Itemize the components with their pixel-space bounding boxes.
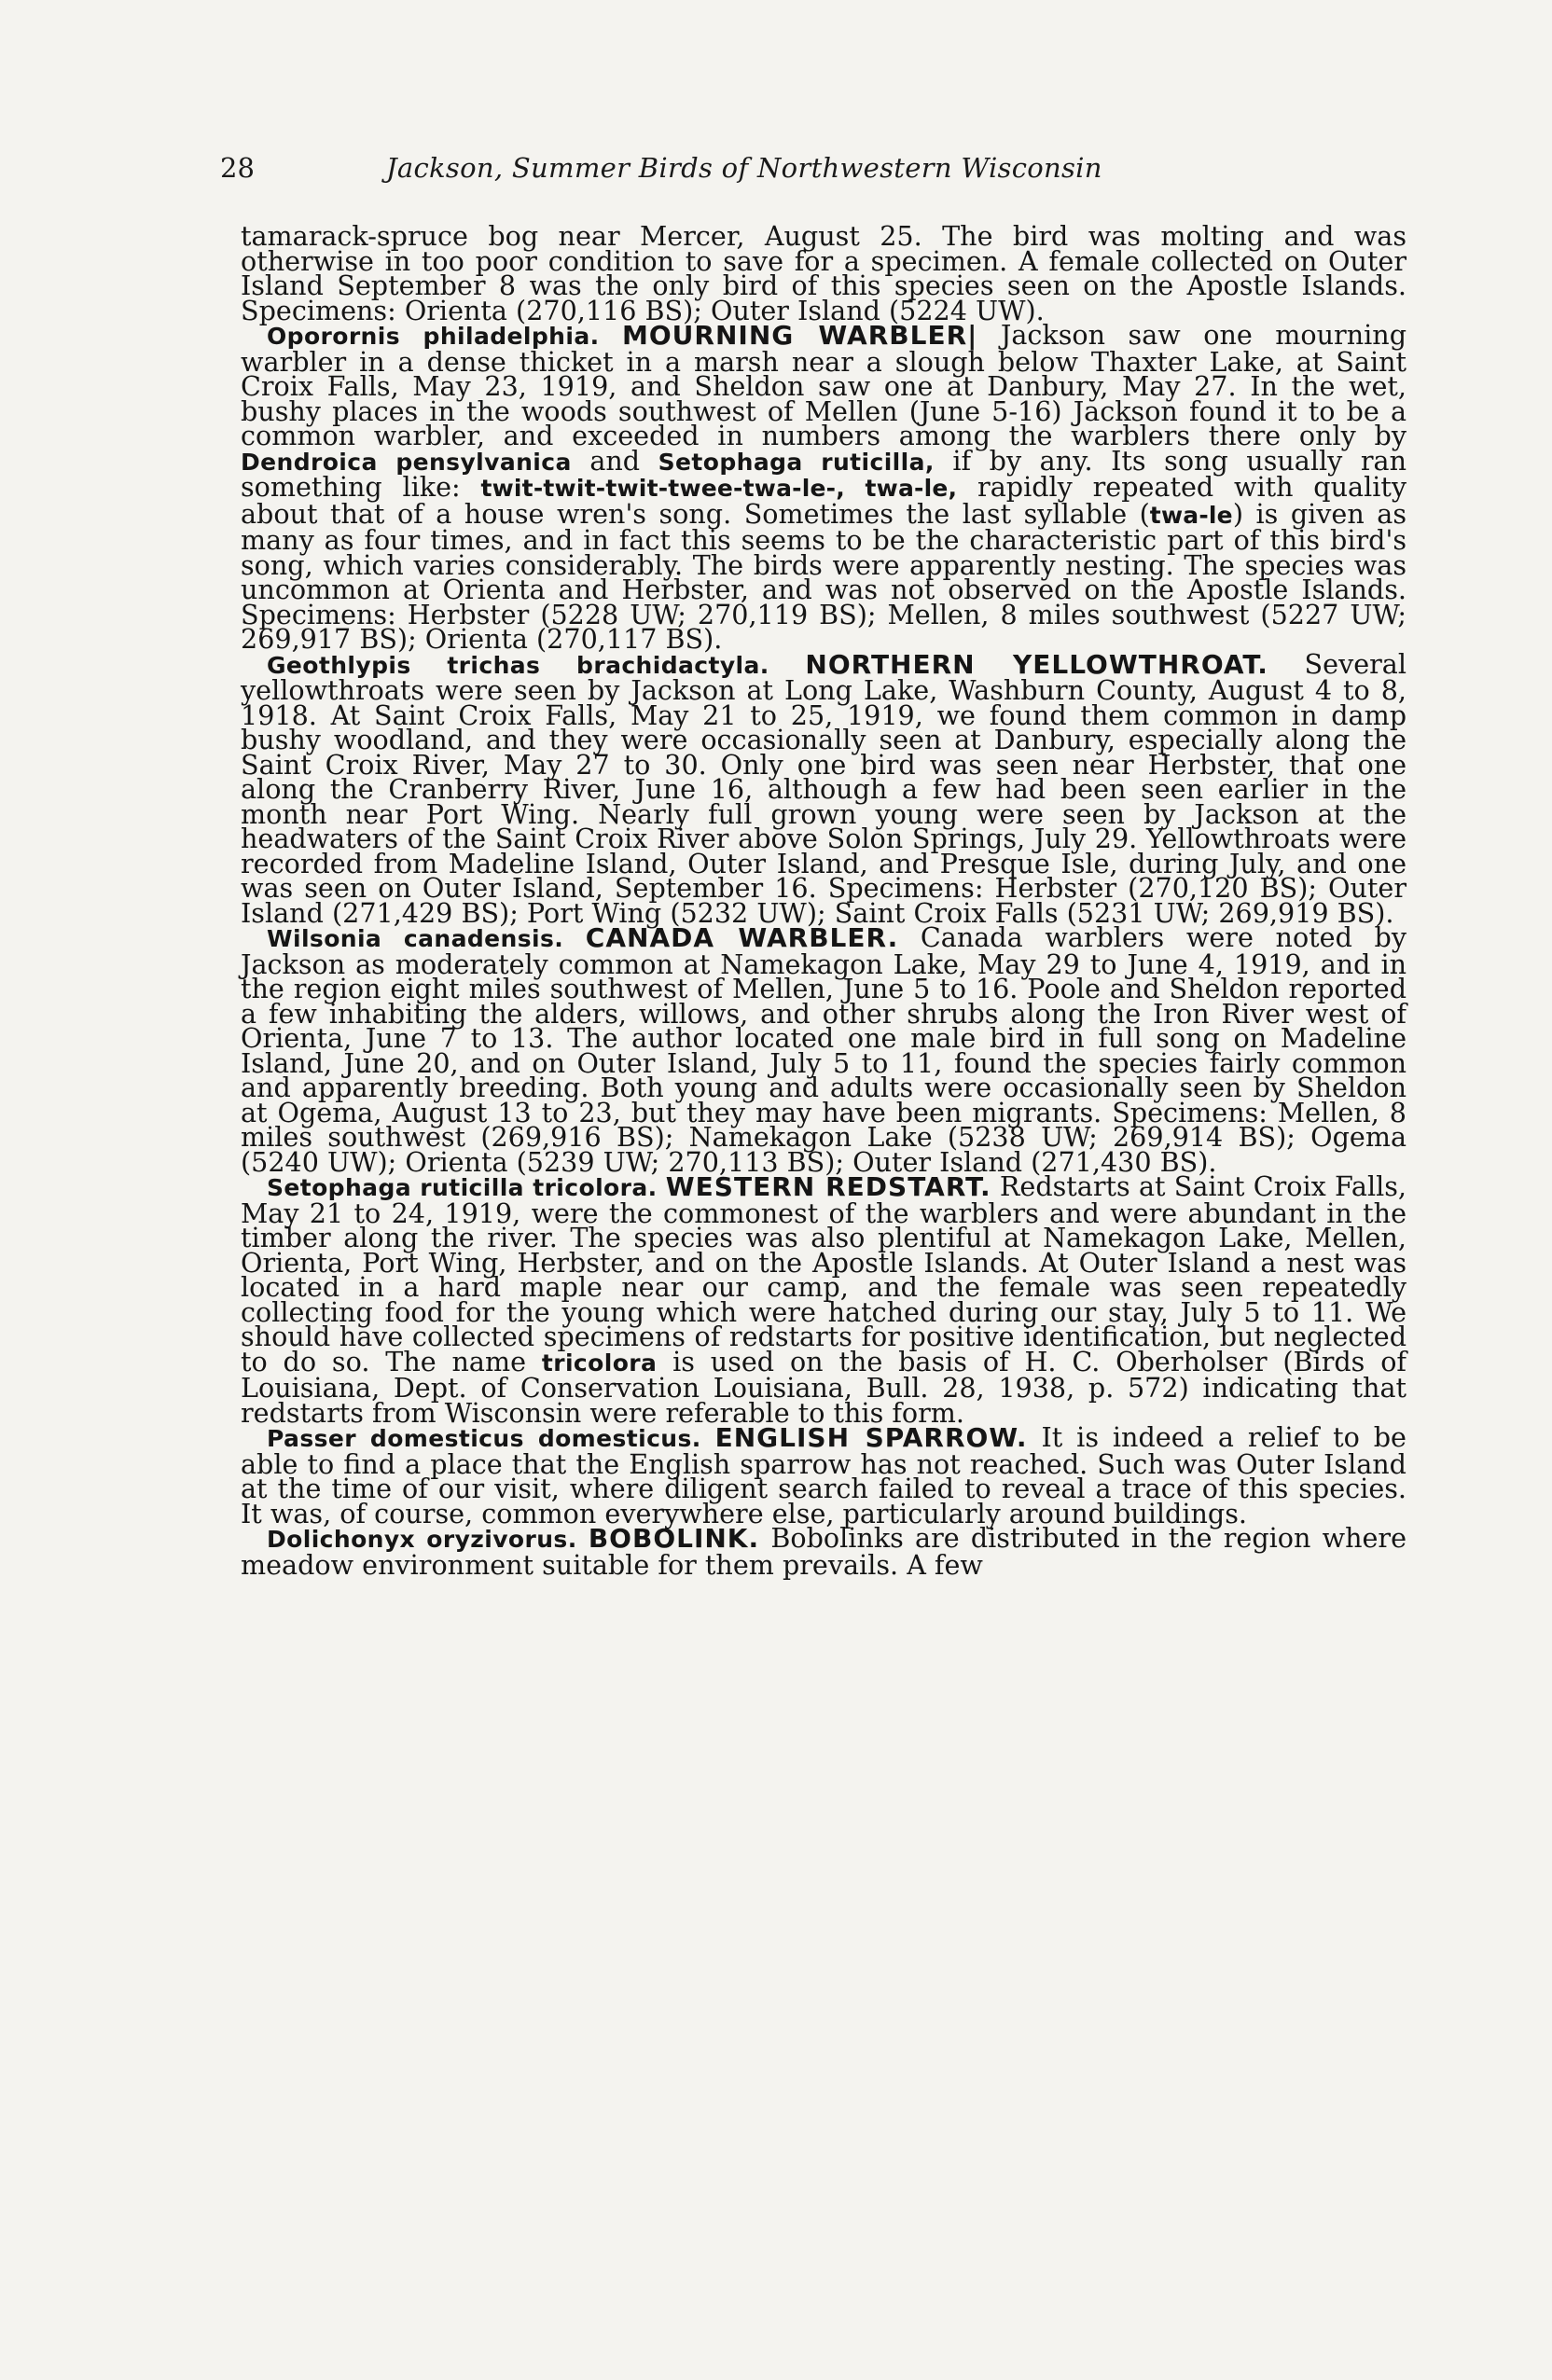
song-syllable: twa-le	[1149, 501, 1233, 529]
entry-text: rapidly repeated with quality about that of a house wren's song. Sometimes the last syllable (	[241, 471, 1407, 530]
page-number: 28	[220, 152, 255, 184]
entry-text: Canada warblers were noted by Jackson as moderately common at Namekagon Lake, May 29 to June 4, 1919, and in the region eight miles southwest of Mellen, June 5 to 16. Poole and Sheldon reported a few inhabiting the alders, willows, and other shrubs along the Iron River west of Orienta, June 7 to 13. The author located one male bird in full song on Madeline Island, June 20, and on Outer Island, July 5 to 11, found the species fairly common and apparently breeding. Both young and adults were occasionally seen by Sheldon at Ogema, August 13 to 23, but they may have been migrants. Specimens: Mellen, 8 miles southwest (269,916 BS); Namekagon Lake (5238 UW; 269,914 BS); Ogema (5240 UW); Orienta (5239 UW; 270,113 BS); Outer Island (271,430 BS).	[241, 921, 1407, 1178]
common-name: BOBOLINK.	[588, 1523, 760, 1554]
common-name: CANADA WARBLER.	[585, 922, 899, 953]
species-entry-english-sparrow	[241, 1421, 1406, 1529]
entry-text: ) is given as many as four times, and in fact this seems to be the characteristic part of this bird's song, which varies considerably. The birds were apparently nesting. The species was uncommon at Orienta and Herbster, and was not observed on the Apostle Islands. Specimens: Herbster (5228 UW; 270,119 BS); Mellen, 8 miles southwest (5227 UW; 269,917 BS); Orienta (270,117 BS).	[241, 497, 1406, 655]
common-name: ENGLISH SPARROW.	[714, 1422, 1028, 1453]
entry-text: Jackson saw one mourning warbler in a dense thicket in a marsh near a slough below Thaxter Lake, at Saint Croix Falls, May 23, 1919, and Sheldon saw one at Danbury, May 27. In the wet, bushy places in the woods southwest of Mellen (June 5-16) Jackson found it to be a common warbler, and exceeded in numbers among the warblers there only by	[241, 319, 1406, 451]
common-name: WESTERN REDSTART.	[665, 1171, 991, 1202]
scientific-name: Geothlypis trichas brachidactyla.	[267, 651, 769, 679]
common-name: MOURNING WARBLER|	[622, 320, 978, 351]
scientific-name: Dolichonyx oryzivorus.	[267, 1526, 577, 1553]
entry-text: Several yellowthroats were seen by Jackson at Long Lake, Washburn County, August 4 to 8, 1918. At Saint Croix Falls, May 21 to 25, 1919, we found them common in damp bushy woodland, and they were occasionally seen at Danbury, especially along the Saint Croix River, May 27 to 30. Only one bird was seen near Herbster, that one along the Cranberry River, June 16, although a few had been seen earlier in the month near Port Wing. Nearly full grown young were seen by Jackson at the headwaters of the Saint Croix River above Solon Springs, July 29. Yellowthroats were recorded from Madeline Island, Outer Island, and Presque Isle, during July, and one was seen on Outer Island, September 16. Specimens: Herbster (270,120 BS); Outer Island (271,429 BS); Port Wing (5232 UW); Saint Croix Falls (5231 UW; 269,919 BS).	[241, 647, 1407, 929]
entry-text: if by any. Its song usually ran something like:	[241, 444, 1406, 503]
species-entry-northern-yellowthroat	[241, 647, 1407, 929]
scientific-name: Wilsonia canadensis.	[267, 925, 564, 952]
page-header	[220, 149, 1274, 190]
entry-text: is used on the basis of H. C. Oberholser (Birds of Louisiana, Dept. of Conservation Louisiana, Bull. 28, 1938, p. 572) indicating that redstarts from Wisconsin were referable to this form.	[241, 1345, 1406, 1429]
species-entry-mourning-warbler	[241, 319, 1407, 655]
scientific-name: Oporornis philadelphia.	[267, 323, 600, 350]
body-text	[241, 220, 1407, 1581]
species-entry-bobolink	[241, 1522, 1407, 1581]
scientific-name: Setophaga ruticilla tricolora.	[267, 1174, 658, 1201]
scientific-name-inline: Setophaga ruticilla,	[658, 448, 935, 476]
entry-text: and	[571, 444, 658, 477]
entry-text: It is indeed a relief to be able to find a place that the English sparrow has not reached. Such was Outer Island at the time of our visit, where diligent search failed to reveal a trace of this species. It was, of course, common everywhere else, particularly around buildings.	[241, 1421, 1406, 1529]
paragraph-text: tamarack-spruce bog near Mercer, August 25. The bird was molting and was otherwise in too poor condition to save for a specimen. A female collected on Outer Island September 8 was the only bird of this species seen on the Apostle Islands. Specimens: Orienta (270,116 BS); Outer Island (5224 UW).	[241, 220, 1406, 326]
song-transcription: twit-twit-twit-twee-twa-le-, twa-le,	[480, 475, 958, 502]
scientific-name-inline: tricolora	[541, 1349, 658, 1377]
species-entry-canada-warbler	[241, 921, 1407, 1178]
entry-text: Redstarts at Saint Croix Falls, May 21 to 24, 1919, were the commonest of the warblers and were abundant in the timber along the river. The species was also plentiful at Namekagon Lake, Mellen, Orienta, Port Wing, Herbster, and on the Apostle Islands. At Outer Island a nest was located in a hard maple near our camp, and the female was seen repeatedly collecting food for the young which were hatched during our stay, July 5 to 11. We should have collected specimens of redstarts for positive identification, but neglected to do so. The name	[241, 1170, 1407, 1377]
species-entry-western-redstart	[241, 1170, 1407, 1429]
running-title: Jackson, Summer Birds of Northwestern Wisconsin	[386, 152, 1102, 184]
entry-text: Bobolinks are distributed in the region where meadow environment suitable for them prevails. A few	[241, 1522, 1407, 1581]
scientific-name: Passer domesticus domesticus.	[267, 1425, 701, 1452]
common-name: NORTHERN YELLOWTHROAT.	[805, 648, 1268, 680]
scientific-name-inline: Dendroica pensylvanica	[241, 448, 572, 476]
paragraph-continuation	[241, 220, 1406, 326]
